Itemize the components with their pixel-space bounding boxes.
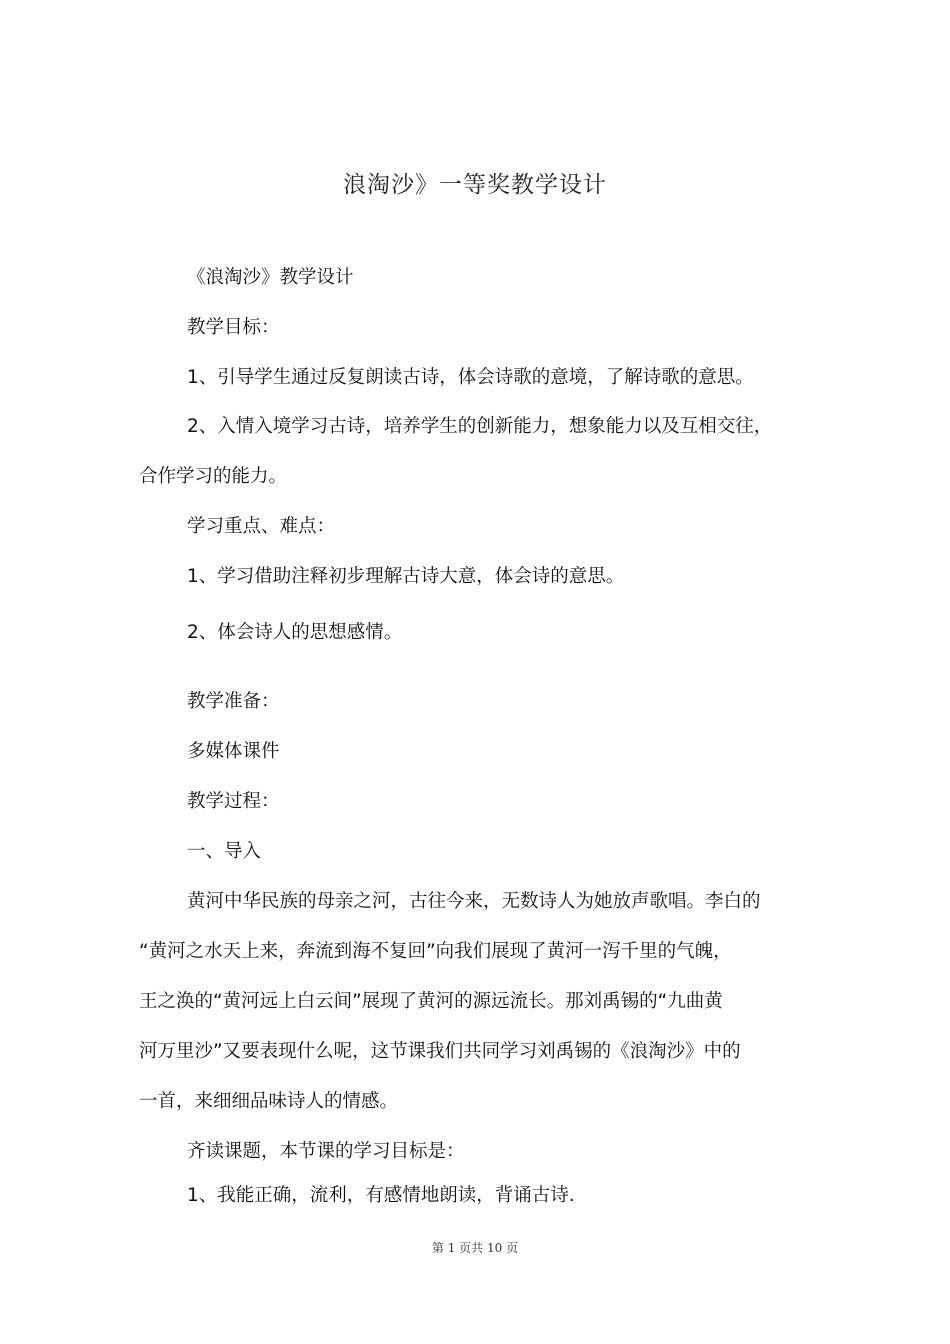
heading-teaching-goals: 教学目标： [187,317,280,338]
goal-item-2: 2、入情入境学习古诗，培养学生的创新能力，想象能力以及互相交往， [187,416,773,437]
key-point-2: 2、体会诗人的思想感情。 [187,622,403,643]
goal-item-2-continued: 合作学习的能力。 [139,466,288,487]
intro-paragraph-line-5: 一首，来细细品味诗人的情感。 [139,1091,399,1112]
intro-paragraph-line-3: 王之涣的“黄河远上白云间”展现了黄河的源远流长。那刘禹锡的“九曲黄 [139,991,723,1012]
intro-paragraph-line-1: 黄河中华民族的母亲之河，古往今来，无数诗人为她放声歌唱。李白的 [187,891,761,912]
preparation-item: 多媒体课件 [187,741,280,762]
intro-paragraph-line-4: 河万里沙”又要表现什么呢，这节课我们共同学习刘禹锡的《浪淘沙》中的 [139,1041,741,1062]
goal-item-1: 1、引导学生通过反复朗读古诗，体会诗歌的意境，了解诗歌的意思。 [187,367,754,388]
document-title: 浪淘沙》一等奖教学设计 [343,172,607,198]
heading-preparation: 教学准备： [187,691,280,712]
heading-key-points: 学习重点、难点： [187,516,336,537]
section-heading-design: 《浪淘沙》教学设计 [187,267,354,288]
objectives-intro: 齐读课题，本节课的学习目标是： [187,1141,465,1162]
key-point-1: 1、学习借助注释初步理解古诗大意，体会诗的意思。 [187,566,625,587]
page-footer: 第 1 页共 10 页 [431,1241,519,1255]
heading-teaching-process: 教学过程： [187,791,280,812]
intro-paragraph-line-2: “黄河之水天上来，奔流到海不复回”向我们展现了黄河一泻千里的气魄， [139,941,732,962]
objective-item-1: 1、我能正确，流利，有感情地朗读，背诵古诗. [187,1185,575,1206]
process-step-intro: 一、导入 [187,841,262,862]
